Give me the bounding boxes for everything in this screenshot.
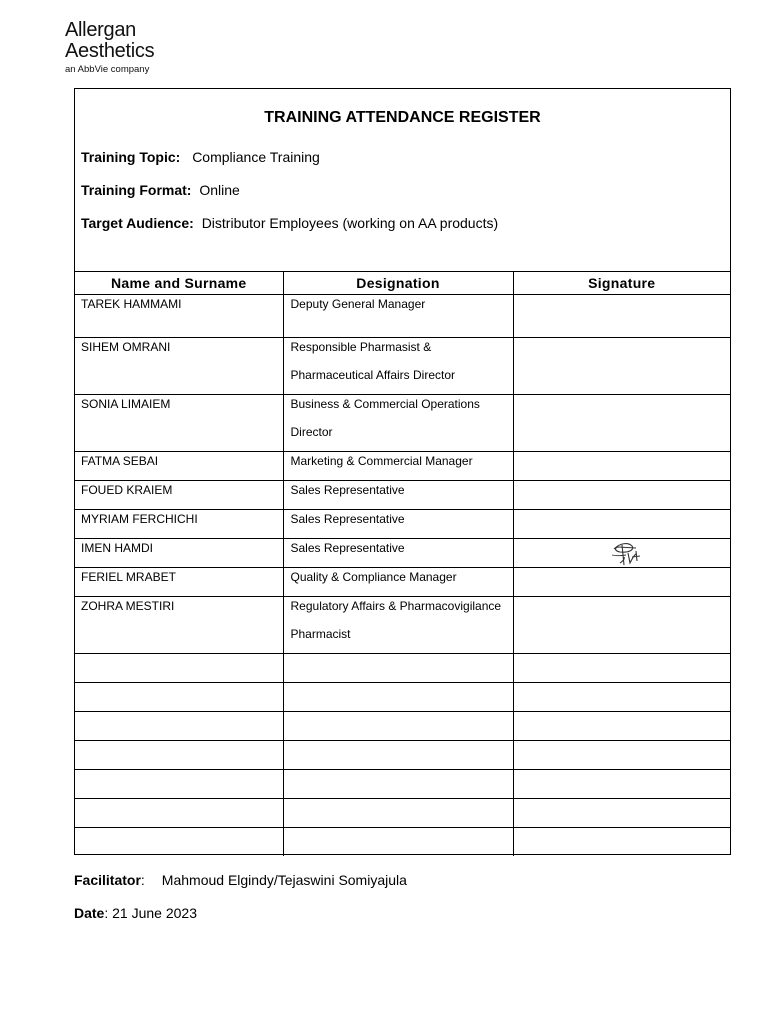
training-date: Date: 21 June 2023 xyxy=(74,905,197,921)
designation-text: Sales Representative xyxy=(290,541,405,555)
table-row xyxy=(75,338,730,395)
logo-line-1: Allergan xyxy=(65,19,136,41)
target-audience-label: Target Audience: xyxy=(81,215,194,231)
header-designation: Designation xyxy=(283,272,513,295)
empty-name-cell[interactable] xyxy=(75,712,283,741)
header-signature: Signature xyxy=(513,272,730,295)
empty-name-cell[interactable] xyxy=(75,683,283,712)
facilitator-label: Facilitator xyxy=(74,872,141,888)
signature-cell[interactable] xyxy=(513,452,730,481)
empty-signature-cell[interactable] xyxy=(513,712,730,741)
target-audience-value: Distributor Employees (working on AA products) xyxy=(201,215,499,231)
attendee-name: MYRIAM FERCHICHI xyxy=(75,510,283,539)
empty-name-cell[interactable] xyxy=(75,799,283,828)
empty-table-row xyxy=(75,683,730,712)
facilitator-value: Mahmoud Elgindy/Tejaswini Somiyajula xyxy=(161,872,407,888)
training-topic xyxy=(81,149,320,165)
empty-signature-cell[interactable] xyxy=(513,828,730,856)
empty-name-cell[interactable] xyxy=(75,654,283,683)
empty-signature-cell[interactable] xyxy=(513,770,730,799)
table-row xyxy=(75,395,730,452)
signature-cell[interactable] xyxy=(513,295,730,338)
attendance-table xyxy=(75,271,730,856)
header-name: Name and Surname xyxy=(75,272,283,295)
empty-designation-cell[interactable] xyxy=(283,683,513,712)
empty-signature-cell[interactable] xyxy=(513,741,730,770)
attendee-designation xyxy=(283,338,513,395)
training-format-value: Online xyxy=(199,182,240,198)
training-format xyxy=(81,182,240,198)
signature-cell[interactable] xyxy=(513,395,730,452)
attendee-name: ZOHRA MESTIRI xyxy=(75,597,283,654)
designation-text: Business & Commercial Operations Director xyxy=(290,397,480,439)
empty-signature-cell[interactable] xyxy=(513,654,730,683)
attendee-name: FOUED KRAIEM xyxy=(75,481,283,510)
empty-table-row xyxy=(75,741,730,770)
empty-table-row xyxy=(75,654,730,683)
logo-line-2: Aesthetics xyxy=(65,40,155,62)
signature-cell[interactable] xyxy=(513,539,730,568)
company-logo xyxy=(65,20,154,76)
attendee-name: FERIEL MRABET xyxy=(75,568,283,597)
empty-designation-cell[interactable] xyxy=(283,654,513,683)
attendee-name: IMEN HAMDI xyxy=(75,539,283,568)
empty-designation-cell[interactable] xyxy=(283,712,513,741)
document-title: TRAINING ATTENDANCE REGISTER xyxy=(264,109,541,126)
attendee-name: TAREK HAMMAMI xyxy=(75,295,283,338)
signature-cell[interactable] xyxy=(513,510,730,539)
date-value: 21 June 2023 xyxy=(112,905,197,921)
empty-table-row xyxy=(75,712,730,741)
target-audience xyxy=(81,215,498,231)
signature-cell[interactable] xyxy=(513,338,730,395)
designation-text: Sales Representative xyxy=(290,483,405,497)
training-format-label: Training Format: xyxy=(81,182,192,198)
attendee-designation xyxy=(283,597,513,654)
designation-text: Marketing & Commercial Manager xyxy=(290,454,473,468)
table-row xyxy=(75,597,730,654)
signature-cell[interactable] xyxy=(513,597,730,654)
empty-designation-cell[interactable] xyxy=(283,828,513,856)
empty-designation-cell[interactable] xyxy=(283,799,513,828)
empty-name-cell[interactable] xyxy=(75,741,283,770)
facilitator: Facilitator: Mahmoud Elgindy/Tejaswini Somiyajula xyxy=(74,872,407,888)
empty-table-row xyxy=(75,828,730,856)
empty-signature-cell[interactable] xyxy=(513,799,730,828)
register-form xyxy=(74,88,731,855)
designation-text: Regulatory Affairs & Pharmacovigilance Pharmacist xyxy=(290,599,502,641)
signature-cell[interactable] xyxy=(513,481,730,510)
empty-designation-cell[interactable] xyxy=(283,770,513,799)
designation-text: Sales Representative xyxy=(290,512,405,526)
date-label: Date xyxy=(74,905,105,921)
empty-table-row xyxy=(75,799,730,828)
training-topic-value: Compliance Training xyxy=(192,149,320,165)
empty-name-cell[interactable] xyxy=(75,770,283,799)
attendee-name: SIHEM OMRANI xyxy=(75,338,283,395)
handwritten-signature xyxy=(606,539,648,569)
empty-designation-cell[interactable] xyxy=(283,741,513,770)
empty-table-row xyxy=(75,770,730,799)
empty-signature-cell[interactable] xyxy=(513,683,730,712)
signature-cell[interactable] xyxy=(513,568,730,597)
empty-name-cell[interactable] xyxy=(75,828,283,856)
designation-text: Deputy General Manager xyxy=(290,297,426,311)
attendee-name: FATMA SEBAI xyxy=(75,452,283,481)
training-topic-label: Training Topic: xyxy=(81,149,181,165)
designation-text: Responsible Pharmasist & Pharmaceutical Affairs Director xyxy=(290,340,456,382)
logo-tagline: an AbbVie company xyxy=(65,64,150,75)
table-row xyxy=(75,295,730,338)
attendee-designation xyxy=(283,395,513,452)
attendee-name: SONIA LIMAIEM xyxy=(75,395,283,452)
attendee-designation xyxy=(283,295,513,338)
designation-text: Quality & Compliance Manager xyxy=(290,570,457,584)
